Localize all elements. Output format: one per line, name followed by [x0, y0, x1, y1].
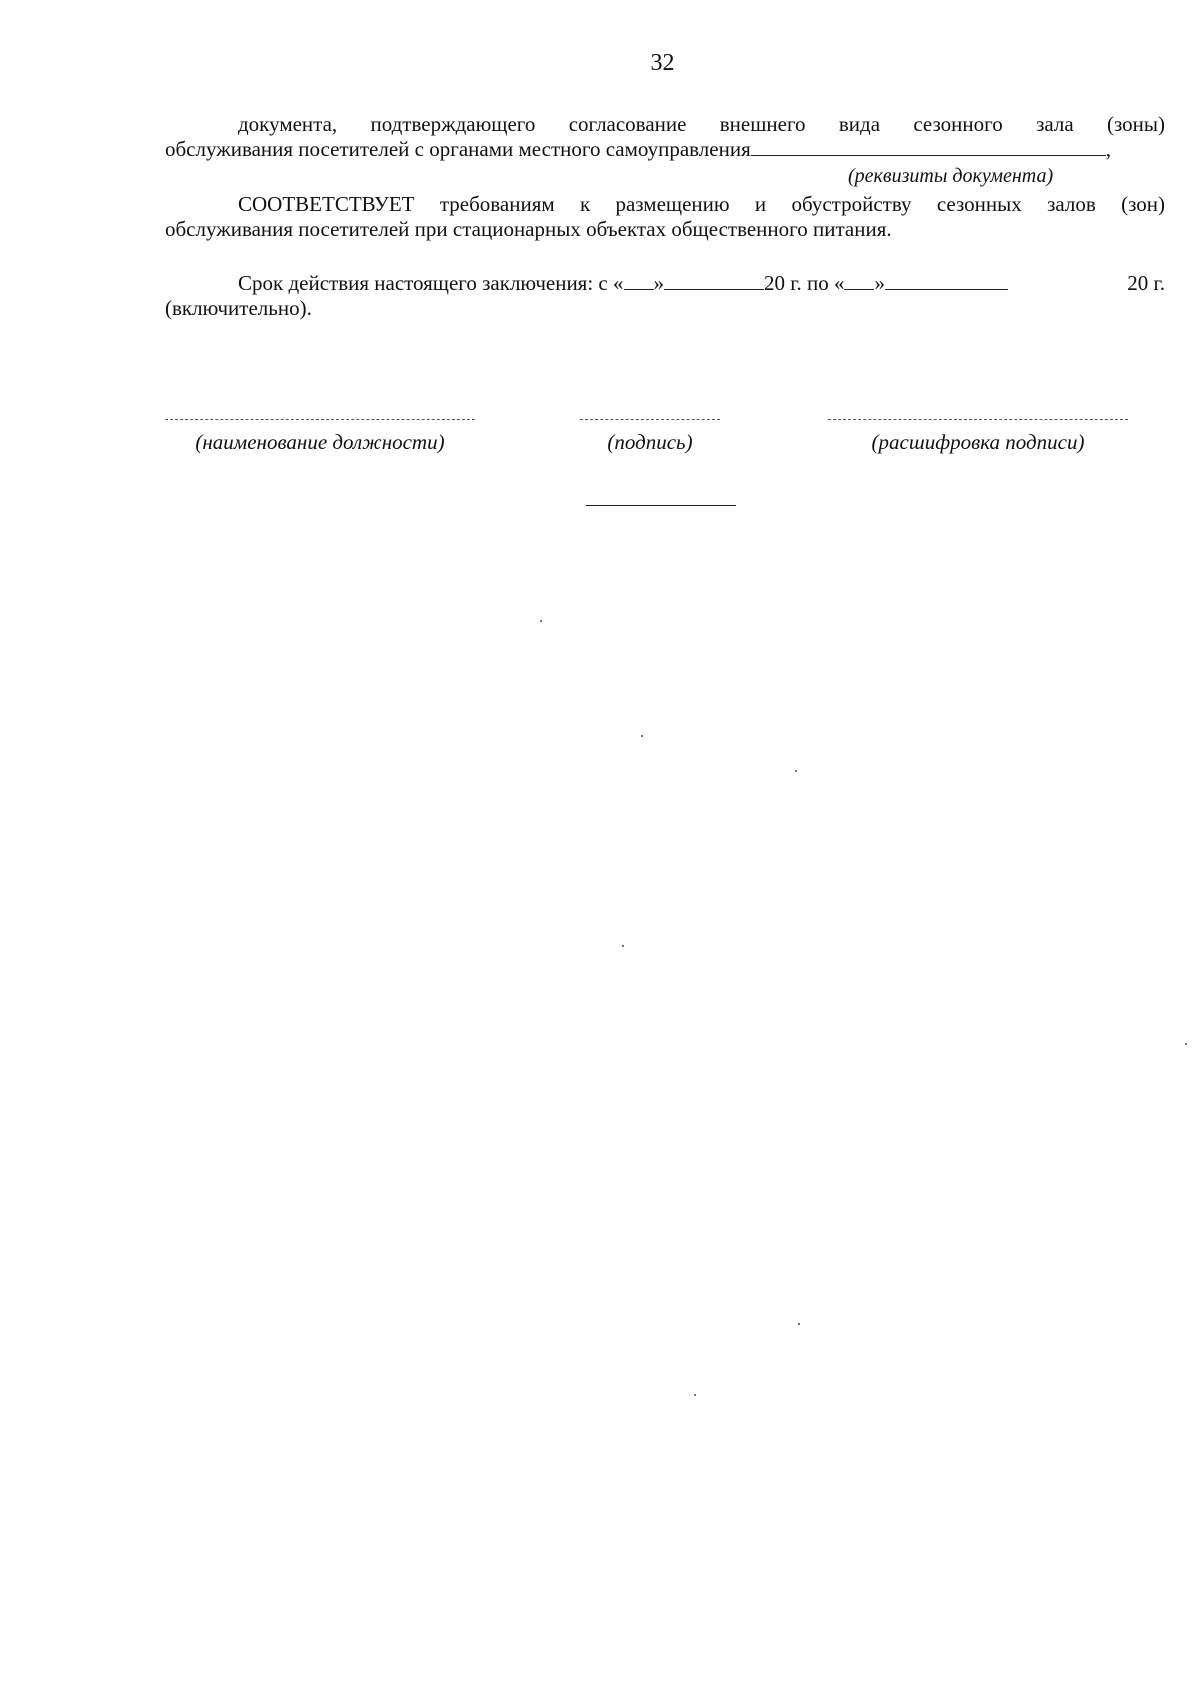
scan-speck	[622, 945, 624, 947]
approval-line-2	[165, 137, 1165, 162]
transcript-caption: (расшифровка подписи)	[871, 430, 1085, 454]
validity-paragraph	[165, 271, 1165, 321]
scan-speck	[1185, 1043, 1187, 1045]
scan-speck	[540, 620, 542, 622]
transcript-signature-line[interactable]	[828, 419, 1128, 420]
validity-quote-close-2: »	[874, 271, 885, 295]
signature-caption: (подпись)	[607, 430, 693, 454]
start-day-field[interactable]	[624, 271, 654, 290]
approval-line-2-comma: ,	[1105, 137, 1111, 161]
end-of-document-rule	[586, 505, 736, 506]
validity-end-text: 20 г.	[1127, 271, 1165, 295]
scan-speck	[798, 1323, 800, 1325]
document-details-caption: (реквизиты документа)	[848, 165, 1054, 187]
end-day-field[interactable]	[844, 271, 874, 290]
approval-line-1: документа, подтверждающего согласование внешнего вида сезонного зала (зоны)	[238, 112, 1165, 136]
position-caption: (наименование должности)	[195, 430, 445, 454]
document-details-field[interactable]	[751, 137, 1106, 156]
signature-line[interactable]	[580, 419, 720, 420]
approval-paragraph	[165, 112, 1165, 162]
validity-quote-close-1: »	[653, 271, 664, 295]
validity-line-2: (включительно).	[165, 296, 312, 320]
validity-start-text: Срок действия настоящего заключения: с «	[238, 271, 624, 295]
validity-line-1	[165, 271, 1165, 296]
end-month-field[interactable]	[885, 271, 1008, 290]
page-number: 32	[650, 50, 675, 76]
compliance-line-2: обслуживания посетителей при стационарных объектах общественного питания.	[165, 217, 892, 241]
start-month-field[interactable]	[664, 271, 764, 290]
scan-speck	[641, 735, 643, 737]
scan-speck	[694, 1394, 696, 1396]
scan-speck	[795, 770, 797, 772]
validity-mid-text: 20 г. по «	[764, 271, 845, 295]
compliance-line-1: СООТВЕТСТВУЕТ требованиям к размещению и обустройству сезонных залов (зон)	[238, 192, 1165, 216]
approval-line-2-text: обслуживания посетителей с органами местного самоуправления	[165, 137, 751, 161]
compliance-paragraph	[165, 192, 1165, 242]
position-signature-line[interactable]	[165, 419, 475, 420]
